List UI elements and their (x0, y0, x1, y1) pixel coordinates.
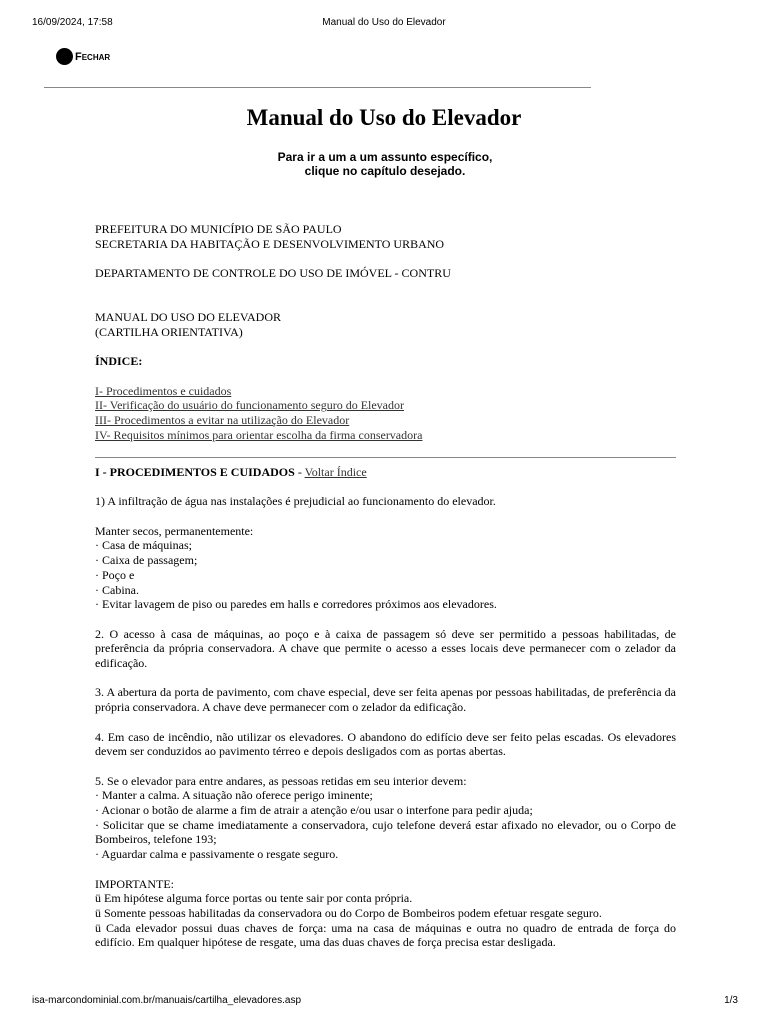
important-item: ü Cada elevador possui duas chaves de força: uma na casa de máquinas e outra no quadro de entrada de força do edifício. Em qualquer hipótese de resgate, uma das duas chaves de força precisa estar desligada. (95, 920, 676, 950)
dry-intro: Manter secos, permanentemente: (95, 523, 254, 538)
important-item: ü Somente pessoas habilitadas da conservadora ou do Corpo de Bombeiros podem efetuar resgate seguro. (95, 905, 602, 920)
paragraph-2: 2. O acesso à casa de máquinas, ao poço e à caixa de passagem só deve ser permitido a pessoas habilitadas, de preferência da própria conservadora. A chave que permite o acesso a esses locais deve permanecer com o zelador da edificação. (95, 626, 676, 671)
list-item: · Evitar lavagem de piso ou paredes em halls e corredores próximos aos elevadores. (95, 597, 497, 612)
print-header-title: Manual do Uso do Elevador (322, 17, 446, 28)
manual-line-1: MANUAL DO USO DO ELEVADOR (95, 310, 281, 325)
list-item: · Aguardar calma e passivamente o resgate seguro. (95, 847, 339, 862)
important-item: ü Em hipótese alguma force portas ou tente sair por conta própria. (95, 891, 413, 906)
important-title: IMPORTANTE: (95, 876, 174, 891)
list-item: · Acionar o botão de alarme a fim de atrair a atenção e/ou usar o interfone para pedir ajuda; (95, 803, 533, 818)
manual-line-2: (CARTILHA ORIENTATIVA) (95, 324, 243, 339)
list-item: · Cabina. (95, 582, 139, 597)
index-link-2[interactable]: II- Verificação do usuário do funcionamento seguro do Elevador (95, 398, 405, 413)
print-header-datetime: 16/09/2024, 17:58 (32, 17, 113, 28)
index-link-4[interactable]: IV- Requisitos mínimos para orientar escolha da firma conservadora (95, 427, 423, 442)
index-link-1[interactable]: I- Procedimentos e cuidados (95, 383, 232, 398)
section-1-heading: I - PROCEDIMENTOS E CUIDADOS (95, 465, 295, 479)
paragraph-1: 1) A infiltração de água nas instalações é prejudicial ao funcionamento do elevador. (95, 494, 496, 509)
section-1 (95, 465, 676, 950)
close-button[interactable] (56, 48, 110, 65)
list-item: · Poço e (95, 567, 135, 582)
section-1-separator: - (294, 465, 305, 479)
org-line-1: PREFEITURA DO MUNICÍPIO DE SÃO PAULO (95, 222, 342, 236)
org-department: DEPARTAMENTO DE CONTROLE DO USO DE IMÓVEL - CONTRU (95, 266, 451, 281)
paragraph-5-intro: 5. Se o elevador para entre andares, as pessoas retidas em seu interior devem: (95, 773, 467, 788)
index-link-3[interactable]: III- Procedimentos a evitar na utilização do Elevador (95, 413, 350, 428)
instructions-line-1: Para ir a um a um assunto específico, (277, 150, 493, 164)
close-dot-icon (56, 48, 73, 65)
top-divider (44, 87, 591, 88)
print-footer-url: isa-marcondominial.com.br/manuais/cartilha_elevadores.asp (32, 995, 302, 1006)
paragraph-3: 3. A abertura da porta de pavimento, com chave especial, deve ser feita apenas por pessoas habilitadas, de preferência da própria conservadora. A chave deve permanecer com o zelador da edificação. (95, 685, 676, 715)
print-footer-page: 1/3 (724, 995, 738, 1006)
instructions (0, 150, 768, 178)
list-item: · Casa de máquinas; (95, 538, 192, 553)
list-item: · Solicitar que se chame imediatamente a conservadora, cujo telefone deverá estar afixado no elevador, ou o Corpo de Bombeiros, telefone 193; (95, 817, 676, 847)
paragraph-4: 4. Em caso de incêndio, não utilizar os elevadores. O abandono do edifício deve ser feito pelas escadas. Os elevadores devem ser conduzidos ao pavimento térreo e depois desligados com as portas abertas. (95, 729, 676, 759)
org-line-2: SECRETARIA DA HABITAÇÃO E DESENVOLVIMENTO URBANO (95, 236, 445, 251)
list-item: · Manter a calma. A situação não oferece perigo iminente; (95, 788, 373, 803)
index-title: ÍNDICE: (95, 354, 143, 369)
list-item: · Caixa de passagem; (95, 553, 198, 568)
page-title: Manual do Uso do Elevador (246, 105, 522, 130)
section-divider (95, 457, 676, 458)
close-button-label: Fechar (75, 50, 111, 63)
back-to-index-link[interactable]: Voltar Índice (304, 465, 367, 479)
org-block (95, 222, 676, 442)
instructions-line-2: clique no capítulo desejado. (304, 164, 466, 178)
